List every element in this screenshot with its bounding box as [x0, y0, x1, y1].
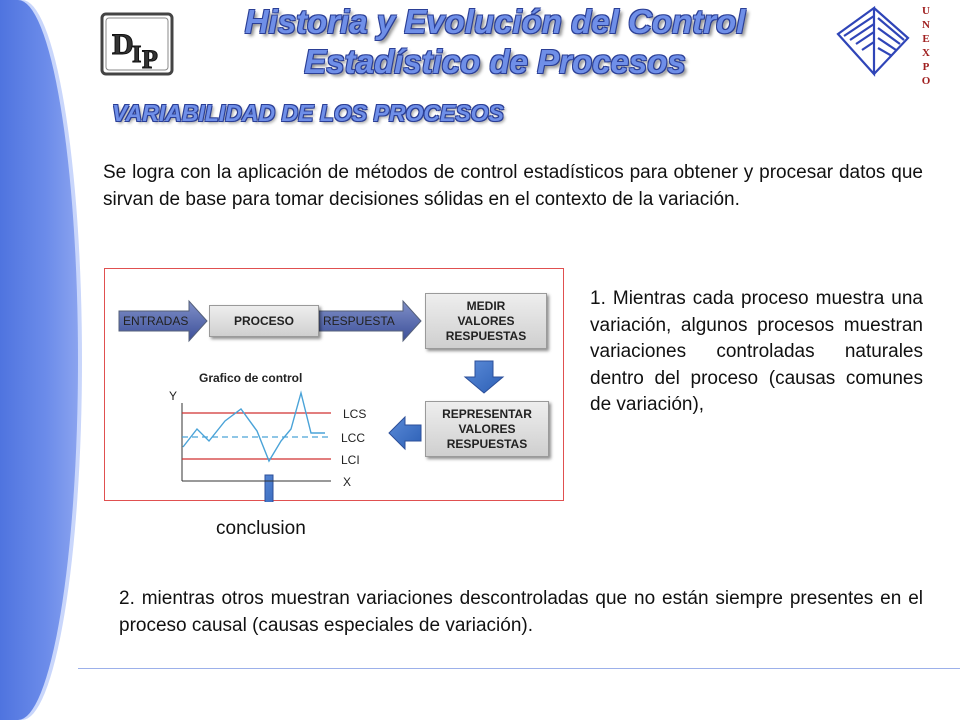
down-arrow: [465, 361, 503, 393]
unexpo-wordmark: [914, 4, 938, 88]
process-box: PROCESO: [209, 305, 319, 337]
point-1-paragraph: 1. Mientras cada proceso muestra una variación, algunos procesos muestran variaciones controladas naturales dentro del proceso (causas comunes de variación),: [590, 288, 923, 415]
left-decorative-band: [0, 0, 78, 720]
chart-title: Grafico de control: [199, 371, 303, 385]
svg-text:D: D: [112, 28, 134, 61]
bottom-divider: [78, 668, 960, 669]
lcs-label: LCS: [343, 407, 367, 421]
measure-line-3: RESPUESTAS: [445, 328, 527, 343]
unexpo-letter: U: [922, 5, 930, 17]
title-line-2: Estadístico de Procesos: [304, 43, 686, 80]
unexpo-letter: P: [922, 61, 930, 73]
chart-x-label: X: [343, 475, 352, 489]
svg-text:P: P: [142, 45, 158, 74]
unexpo-letter: N: [922, 19, 930, 31]
lci-label: LCI: [341, 453, 360, 467]
unexpo-letter: E: [922, 33, 930, 45]
measure-box: [425, 293, 547, 349]
svg-text:I: I: [132, 42, 142, 68]
represent-line-3: RESPUESTAS: [446, 436, 528, 451]
unexpo-letter: X: [922, 47, 930, 59]
unexpo-letter: O: [921, 75, 931, 87]
process-diagram: [104, 268, 564, 501]
represent-line-2: VALORES: [458, 421, 516, 436]
slide-title: [210, 2, 780, 82]
control-series: [183, 393, 325, 461]
chart-y-label: Y: [169, 389, 178, 403]
dip-logo: [100, 12, 178, 78]
title-line-1: Historia y Evolución del Control: [244, 3, 746, 40]
input-label: ENTRADAS: [123, 314, 189, 328]
conclusion-arrow: [257, 475, 281, 502]
represent-line-1: REPRESENTAR: [442, 406, 532, 421]
conclusion-label: conclusion: [216, 518, 306, 539]
section-title: VARIABILIDAD DE LOS PROCESOS: [112, 100, 504, 126]
output-label: RESPUESTA: [323, 314, 395, 328]
lcc-label: LCC: [341, 431, 366, 445]
measure-line-2: VALORES: [457, 313, 515, 328]
left-arrow: [389, 417, 421, 449]
point-2-paragraph: 2. mientras otros muestran variaciones descontroladas que no están siempre presentes en el proceso causal (causas especiales de variación).: [119, 588, 923, 636]
intro-paragraph: Se logra con la aplicación de métodos de control estadísticos para obtener y procesar datos que sirvan de base para tomar decisiones sólidas en el contexto de la variación.: [103, 162, 923, 210]
measure-line-1: MEDIR: [466, 298, 506, 313]
represent-box: [425, 401, 549, 457]
